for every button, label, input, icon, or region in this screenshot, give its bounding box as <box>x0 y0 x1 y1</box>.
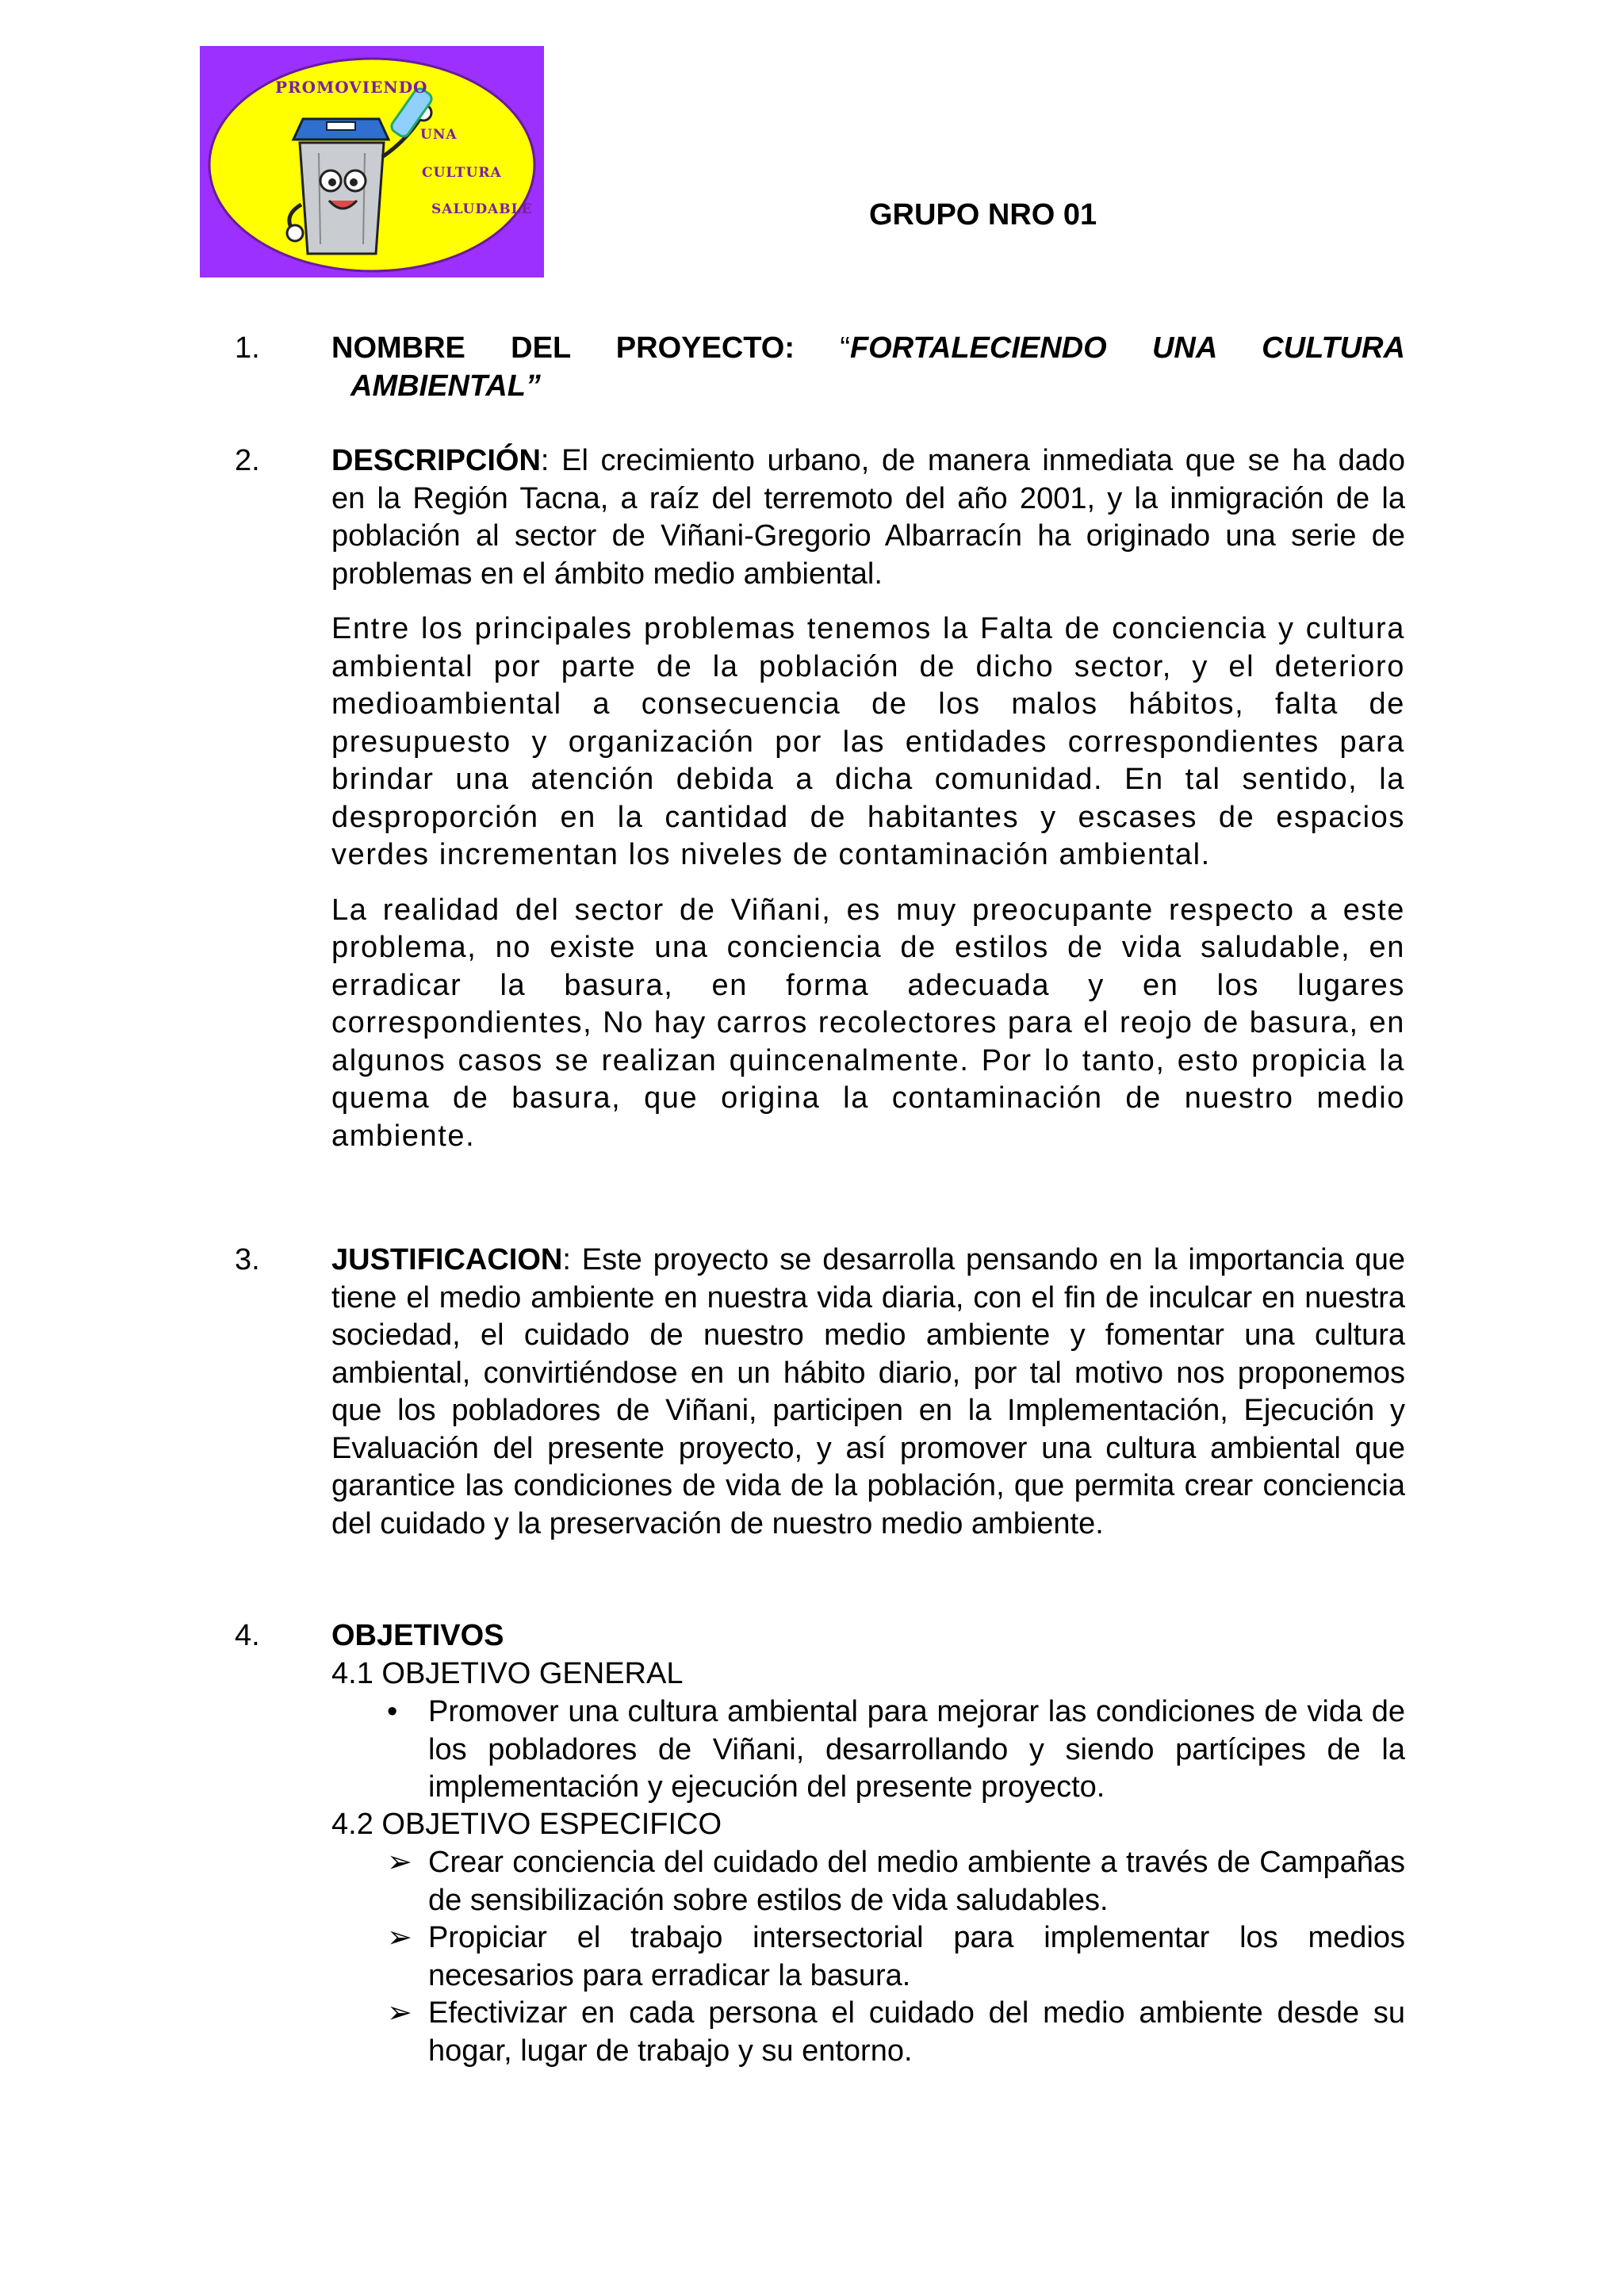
section-3-text: : Este proyecto se desarrolla pensando en la importancia que tiene el medio ambiente en nuestra vida diaria, con el fin de inculcar en nuestra sociedad, el cuidado de nuestro medio ambiente y fomentar una cultura ambiental, convirtiéndose en un hábito diario, por tal motivo nos proponemos que los pobladores de Viñani, participen en la Implementación, Ejecución y Evaluación del presente proyecto, y así promover una cultura ambiental que garantice las condiciones de vida de la población, que permita crear conciencia del cuidado y la preservación de nuestro medio ambiente. <box>331 1243 1405 1540</box>
section-2-intro <box>331 442 1405 593</box>
objective-specific-item-3 <box>387 1995 1405 2070</box>
section-1-label: NOMBRE DEL PROYECTO: <box>331 331 795 365</box>
objective-specific-text-2: Propiciar el trabajo intersectorial para implementar los medios necesarios para erradicar la basura. <box>428 1921 1405 1992</box>
objective-general-item <box>387 1693 1405 1807</box>
group-title: GRUPO NRO 01 <box>869 198 1097 232</box>
section-3-label: JUSTIFICACION <box>331 1243 563 1276</box>
objective-specific-item-2 <box>387 1919 1405 1995</box>
objective-specific-heading: 4.2 OBJETIVO ESPECIFICO <box>331 1808 722 1841</box>
section-1-number: 1. <box>235 331 260 365</box>
arrow-bullet-icon: ➢ <box>387 1846 412 1879</box>
section-3-text-block <box>331 1242 1405 1543</box>
section-4-label: OBJETIVOS <box>331 1619 504 1652</box>
section-objectives <box>235 1617 1405 1655</box>
section-1-quote: “ <box>840 331 850 365</box>
objective-general-text: Promover una cultura ambiental para mejorar las condiciones de vida de los pobladores de Viñani, desarrollando y siendo partícipes de la implementación y ejecución del presente proyecto. <box>428 1695 1405 1804</box>
logo-word-2: UNA <box>420 127 458 143</box>
section-2-intro-text: : El crecimiento urbano, de manera inmediata que se ha dado en la Región Tacna, a raíz del terremoto del año 2001, y la inmigración de la población al sector de Viñani-Gregorio Albarracín ha originado una serie de problemas en el ámbito medio ambiental. <box>331 444 1405 591</box>
section-2-paragraph-2: Entre los principales problemas tenemos la Falta de conciencia y cultura ambiental por parte de la población de dicho sector, y el deterioro medioambiental a consecuencia de los malos hábitos, falta de presupuesto y organización por las entidades correspondientes para brindar una atención debida a dicha comunidad. En tal sentido, la desproporción en la cantidad de habitantes y escases de espacios verdes incrementan los niveles de contaminación ambiental. <box>331 612 1405 871</box>
objective-specific-text-1: Crear conciencia del cuidado del medio ambiente a través de Campañas de sensibilización sobre estilos de vida saludables. <box>428 1846 1405 1917</box>
bullet-dot-icon: • <box>387 1695 398 1728</box>
project-logo <box>200 46 544 277</box>
section-2-number: 2. <box>235 444 260 477</box>
logo-word-3: CULTURA <box>422 165 502 181</box>
objective-general-heading: 4.1 OBJETIVO GENERAL <box>331 1657 684 1690</box>
logo-word-4: SALUDABLE <box>431 201 533 217</box>
section-3-number: 3. <box>235 1243 260 1276</box>
section-description <box>235 442 1405 1155</box>
section-2-paragraph-3: La realidad del sector de Viñani, es muy preocupante respecto a este problema, no existe una conciencia de estilos de vida saludable, en erradicar la basura, en forma adecuada y en los lugares correspondientes, No hay carros recolectores para el reojo de basura, en algunos casos se realizan quincenalmente. Por lo tanto, esto propicia la quema de basura, que origina la contaminación de nuestro medio ambiente. <box>331 893 1405 1153</box>
section-project-name <box>235 330 1405 405</box>
section-1-title-line2: AMBIENTAL” <box>350 369 541 403</box>
arrow-bullet-icon: ➢ <box>387 1921 412 1954</box>
section-1-title-line1: FORTALECIENDO UNA CULTURA <box>849 331 1405 365</box>
objective-specific-item-1 <box>387 1844 1405 1919</box>
objective-specific-text-3: Efectivizar en cada persona el cuidado del medio ambiente desde su hogar, lugar de trabajo y su entorno. <box>428 1996 1405 2068</box>
section-justification <box>235 1242 1405 1543</box>
section-2-label: DESCRIPCIÓN <box>331 444 541 477</box>
logo-word-1: PROMOVIENDO <box>275 78 428 97</box>
arrow-bullet-icon: ➢ <box>387 1996 412 2030</box>
section-4-number: 4. <box>235 1619 260 1652</box>
